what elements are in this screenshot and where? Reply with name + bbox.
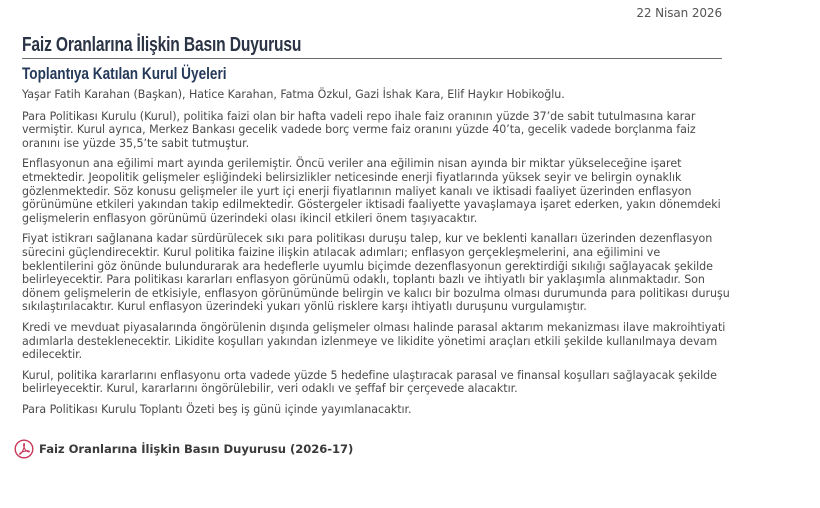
pdf-icon — [14, 439, 34, 459]
paragraph-summary-notice: Para Politikası Kurulu Toplantı Özeti beş iş günü içinde yayımlanacaktır. — [22, 402, 412, 416]
pdf-download-link[interactable] — [14, 439, 353, 459]
members-heading: Toplantıya Katılan Kurul Üyeleri — [22, 64, 227, 83]
paragraph-inflation-trend: Enflasyonun ana eğilimi mart ayında gerilemiştir. Öncü veriler ana eğilimin nisan ayında bir miktar yükseleceğine işaret etmektedir. Jeopolitik gelişmeler eşliğindeki belirsizlikler neticesinde enerji fiyatlarında yüksek seyir ve belirgin oynaklık gözlenmektedir. Söz konusu gelişmeler ile yurt içi enerji fiyatlarının maliyet kanalı ve iktisadi faaliyet üzerinden enflasyon görünümüne etkileri yakından takip edilmektedir. Göstergeler iktisadi faaliyette yavaşlamaya işaret ederken, yakın dönemdeki gelişmelerin enflasyon görünümü üzerindeki olası ikincil etkileri önem taşıyacaktır. — [22, 157, 721, 225]
members-list: Yaşar Fatih Karahan (Başkan), Hatice Karahan, Fatma Özkul, Gazi İshak Kara, Elif Haykır Hobikoğlu. — [22, 88, 565, 101]
paragraph-target: Kurul, politika kararlarını enflasyonu orta vadede yüzde 5 hedefine ulaştıracak parasal ve finansal koşulları sağlayacak şekilde belirleyecektir. Kurul, kararlarını öngörülebilir, veri odaklı ve şeffaf bir çerçevede alacaktır. — [22, 368, 717, 396]
title-divider — [22, 33, 722, 59]
paragraph-tight-policy: Fiyat istikrarı sağlanana kadar sürdürülecek sıkı para politikası duruşu talep, kur ve beklenti kanalları üzerinden dezenflasyon sürecini güçlendirecektir. Kurul politika faizine ilişkin atılacak adımları; enflasyon gerçekleşmelerini, ana eğilimini ve beklentilerini göz önünde bulundurarak ara hedeflerle uyumlu biçimde dezenflasyonun gerektirdiği sıkılığı sağlayacak şekilde belirleyecektir. Para politikası kararları enflasyon görünümü odaklı, toplantı bazlı ve ihtiyatlı bir yaklaşımla alınmaktadır. Son dönem gelişmelerin de etkisiyle, enflasyon görünümünde belirgin ve kalıcı bir bozulma olması durumunda para politikası duruşu sıkılaştırılacaktır. Kurul enflasyon üzerindeki yukarı yönlü risklere karşı ihtiyatlı duruşunu vurgulamıştır. — [22, 232, 730, 314]
members-section-header — [22, 63, 278, 85]
page-title: Faiz Oranlarına İlişkin Basın Duyurusu — [22, 34, 302, 56]
pdf-link-label: Faiz Oranlarına İlişkin Basın Duyurusu (2026-17) — [39, 442, 354, 456]
paragraph-credit-liquidity: Kredi ve mevduat piyasalarında öngörülenin dışında gelişmeler olması halinde parasal aktarım mekanizması ilave makroihtiyati adımlarla desteklenecektir. Likidite koşulları yakından izlenmeye ve likidite yönetimi araçları etkili şekilde kullanılmaya devam edilecektir. — [22, 320, 726, 362]
paragraph-policy-rate: Para Politikası Kurulu (Kurul), politika faizi olan bir hafta vadeli repo ihale faiz oranının yüzde 37’de sabit tutulmasına karar vermiştir. Kurul ayrıca, Merkez Bankası gecelik vadede borç verme faiz oranını yüzde 40’ta, gecelik vadede borçlanma faiz oranını ise yüzde 35,5’te sabit tutmuştur. — [22, 109, 696, 150]
publication-date: 22 Nisan 2026 — [636, 6, 722, 20]
press-release-body — [22, 88, 732, 423]
